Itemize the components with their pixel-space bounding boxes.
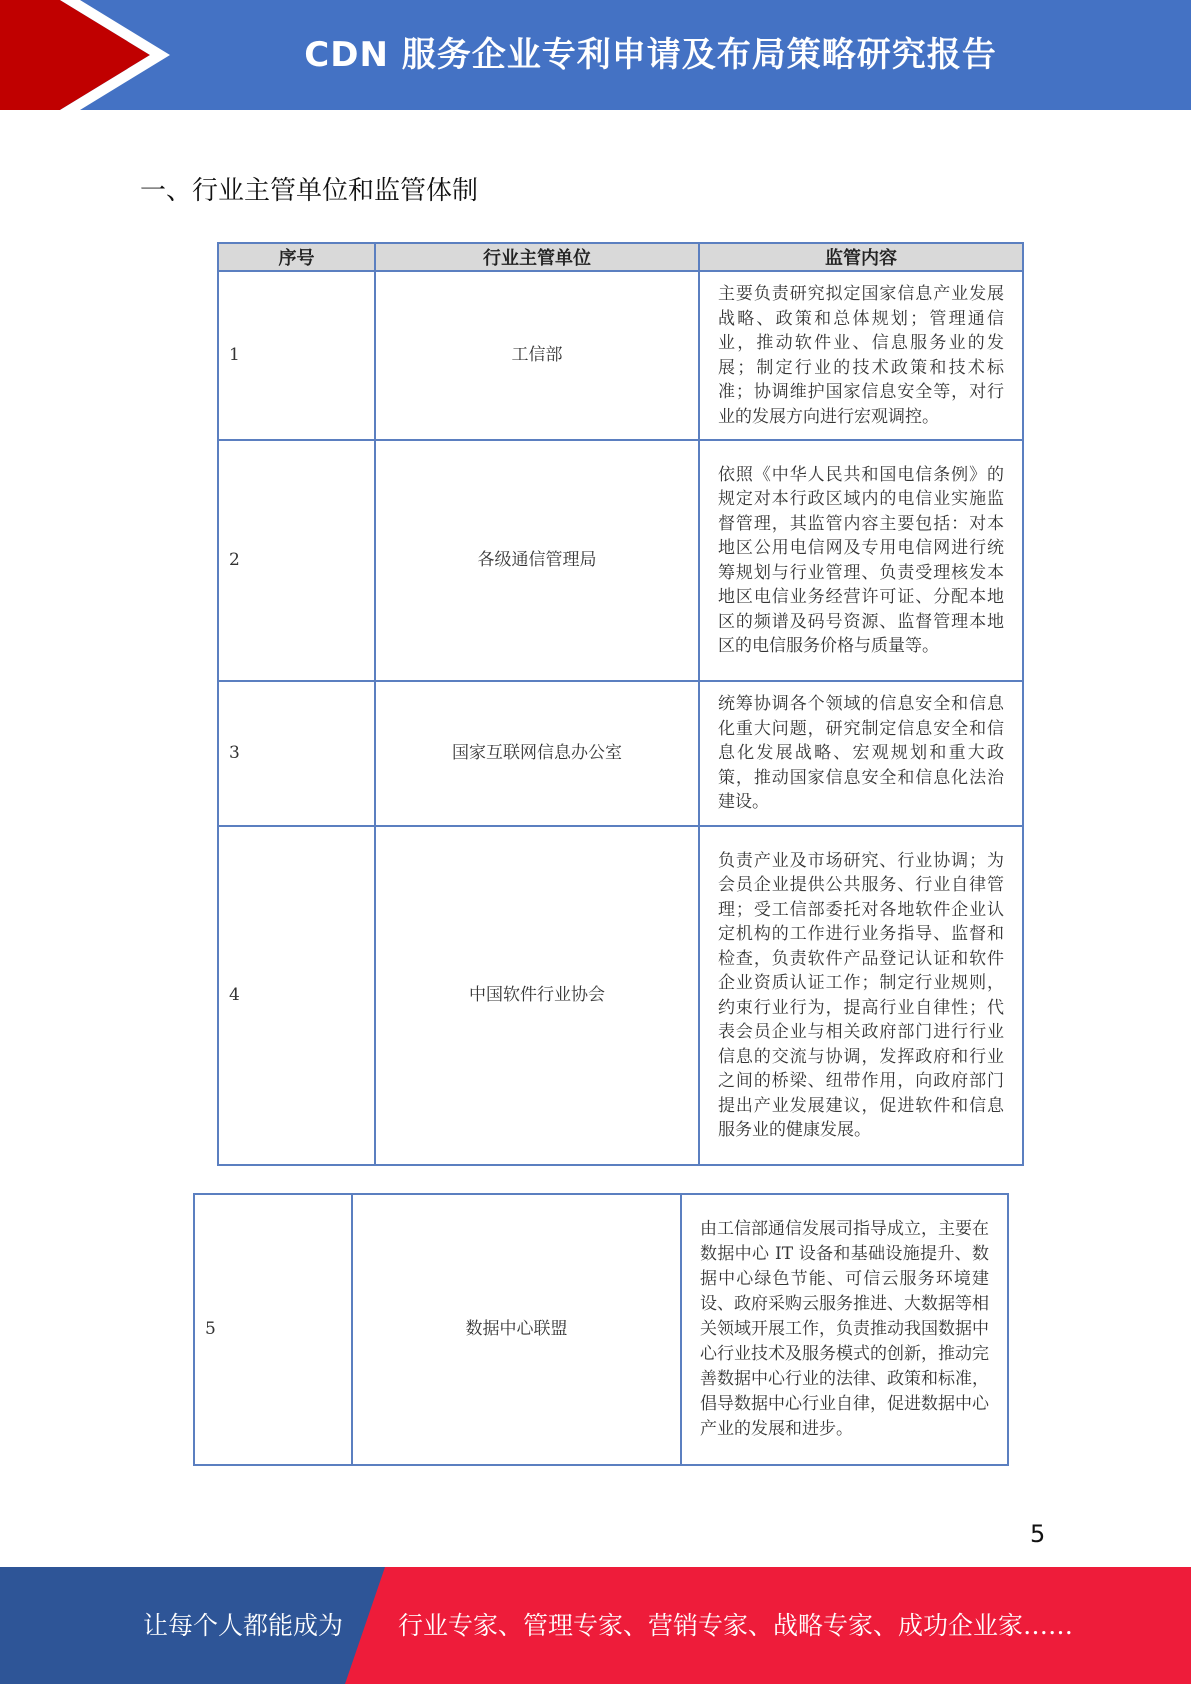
- row-unit: 工信部: [375, 271, 699, 440]
- page-header: [0, 0, 1191, 110]
- row-number: 5: [194, 1194, 352, 1465]
- row-unit: 中国软件行业协会: [375, 826, 699, 1165]
- row-number: 3: [218, 681, 375, 826]
- row-content: 主要负责研究拟定国家信息产业发展战略、政策和总体规划；管理通信业，推动软件业、信息服务业的发展；制定行业的技术政策和技术标准；协调维护国家信息安全等，对行业的发展方向进行宏观调控。: [699, 271, 1023, 440]
- row-number: 2: [218, 440, 375, 681]
- row-unit: 数据中心联盟: [352, 1194, 681, 1465]
- table-row: [218, 440, 1023, 681]
- header-content: 监管内容: [699, 243, 1023, 271]
- regulator-table-continued: [193, 1193, 1009, 1466]
- table-row: [194, 1194, 1008, 1465]
- page-footer: [0, 1567, 1191, 1684]
- table-row: [218, 271, 1023, 440]
- footer-slogan-right: 行业专家、管理专家、营销专家、战略专家、成功企业家……: [398, 1611, 1074, 1640]
- row-content: 统筹协调各个领域的信息安全和信息化重大问题，研究制定信息安全和信息化发展战略、宏观规划和重大政策，推动国家信息安全和信息化法治建设。: [699, 681, 1023, 826]
- report-title: CDN 服务企业专利申请及布局策略研究报告: [304, 35, 997, 75]
- row-number: 1: [218, 271, 375, 440]
- row-content: 由工信部通信发展司指导成立，主要在数据中心 IT 设备和基础设施提升、数据中心绿色节能、可信云服务环境建设、政府采购云服务推进、大数据等相关领域开展工作，负责推动我国数据中心行业技术及服务模式的创新，推动完善数据中心行业的法律、政策和标准，倡导数据中心行业自律，促进数据中心产业的发展和进步。: [681, 1194, 1008, 1465]
- row-number: 4: [218, 826, 375, 1165]
- table-row: [218, 681, 1023, 826]
- row-unit: 国家互联网信息办公室: [375, 681, 699, 826]
- table-row: [218, 826, 1023, 1165]
- regulator-table: [217, 242, 1024, 1166]
- section-heading: 一、行业主管单位和监管体制: [140, 176, 479, 206]
- page-number: 5: [1030, 1520, 1046, 1548]
- table-header-row: [218, 243, 1023, 271]
- row-unit: 各级通信管理局: [375, 440, 699, 681]
- header-unit: 行业主管单位: [375, 243, 699, 271]
- header-seq: 序号: [218, 243, 375, 271]
- row-content: 依照《中华人民共和国电信条例》的规定对本行政区域内的电信业实施监督管理，其监管内容主要包括：对本地区公用电信网及专用电信网进行统筹规划与行业管理、负责受理核发本地区电信业务经营许可证、分配本地区的频谱及码号资源、监督管理本地区的电信服务价格与质量等。: [699, 440, 1023, 681]
- row-content: 负责产业及市场研究、行业协调；为会员企业提供公共服务、行业自律管理；受工信部委托对各地软件企业认定机构的工作进行业务指导、监督和检查，负责软件产品登记认证和软件企业资质认证工作；制定行业规则，约束行业行为，提高行业自律性；代表会员企业与相关政府部门进行行业信息的交流与协调，发挥政府和行业之间的桥梁、纽带作用，向政府部门提出产业发展建议，促进软件和信息服务业的健康发展。: [699, 826, 1023, 1165]
- footer-slogan-left: 让每个人都能成为: [143, 1611, 344, 1640]
